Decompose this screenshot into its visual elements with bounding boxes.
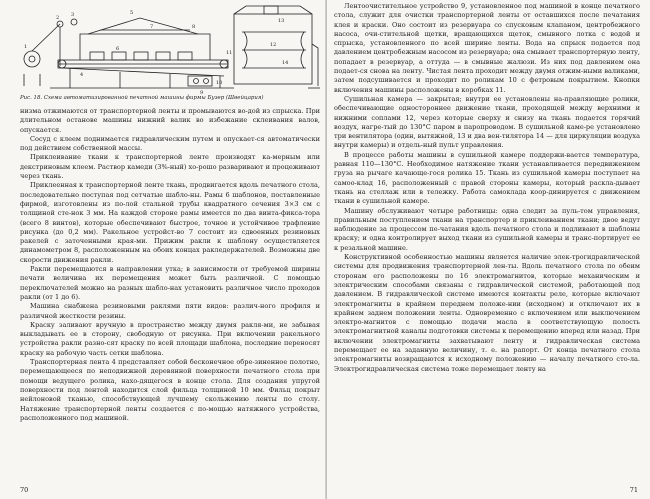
paragraph: Ракли перемещаются в направлении утка; в зависимости от требуемой ширины печати величина их перемещения может быть различной. С помощью переключателей можно на разных шабло-нах установить различное число проходов ракли (от 1 до 6). xyxy=(20,265,320,301)
paragraph: Приклеенная к транспортерной ленте ткань, продвигается вдоль печатного стола, последовательно поступая под сетчатые шабло-ны. Рамы 6 шаблонов, поставленные фирмой, изготовлены из по-лой стальной трубы квадратного сечения 3×3 см с толщиной сте-нок 3 мм. На каждой стороне рамы имеется по два винта-фикса-тора (всего 8 винтов), которые обеспечивают быстрое, точное и устойчивое трафление рисунка (до 0,2 мм). Ракельное устройст-во 7 состоит из сдвоенных резиновых ракелей с заточенными края-ми. Прижим ракли к шаблону осуществляется динамометром 8, расположенным на обоих концах ракледержателей. Возможны две скорости движения ракли. xyxy=(20,181,320,264)
figure-label: 7 xyxy=(150,24,154,30)
figure-caption: Рис. 18. Схема автоматизированной печатной машины фирмы Бузер (Швейцария) xyxy=(20,95,264,101)
figure-label: 5 xyxy=(130,10,134,16)
paragraph: Краску заливают вручную в пространство между двумя ракля-ми, не забывая выкладывать ее в сторону, свободную от рисунка. При включении ракельного устройства ракли разно-сят краску по всей площади шаблона, последние переносят краску на рабочую часть сетки шаблона. xyxy=(20,320,320,357)
figure-label: 14 xyxy=(282,60,289,66)
figure-label: 3 xyxy=(71,12,75,18)
paragraph: Сушильная камера — закрытая; внутри ее установлены на-правляющие ролики, обеспечивающие одностороннее движение ткани, проходящей между верхними и нижними соплами 12, через которые сверху и снизу на ткань подается горячий воздух, нагре-тый до 130°С паром в паропроводом. В сушильной каме-ре установлено три вентилятора (один, вытяжной, 13 и два вен-тилятора 14 — для циркуляции воздуха внутри камеры) и отдель-ный пульт управления. xyxy=(334,94,640,150)
paragraph: Приклеивание ткани к транспортерной ленте производят ка-мерным или декстриновым клеем. Раствор камеди (3%-ный) хо-рошо разваривают и процеживают через ткань. xyxy=(20,153,320,181)
left-page-body xyxy=(20,107,320,423)
machine-schematic-drawing xyxy=(20,4,320,94)
figure-label: 12 xyxy=(270,42,277,48)
figure-label: 9 xyxy=(200,90,204,94)
page-number: 70 xyxy=(20,486,29,494)
figure-label: 4 xyxy=(80,72,84,78)
page-number: 71 xyxy=(629,486,638,494)
figure-label: 11 xyxy=(226,50,233,56)
figure-label: 2 xyxy=(56,15,60,21)
paragraph: Машина снабжена резиновыми раклями пяти видов: различ-ного профиля и различной жесткости резины. xyxy=(20,302,320,320)
figure-label: 13 xyxy=(278,18,285,24)
paragraph: Машину обслуживают четыре работницы: одна следит за пуль-том управления, правильным поступлением ткани на транспортер и приклеиванием ткани; двое ведут наблюдение за процессом пе-чатания вдоль печатного стола и подливают в шаблоны краску; и одна контролирует выход ткани из сушильной камеры и транс-портирует ее к резальной машине. xyxy=(334,206,640,252)
right-page-body xyxy=(334,2,640,374)
paragraph: низма отжимаются от транспортерной ленты и промываются во-дой из спрыска. При длительном останове машины нижний валик во избежание склеивания валов, опускается. xyxy=(20,107,320,134)
paragraph: В процессе работы машины в сушильной камере поддержи-вается температура, равная 110—130°С. Необходимое натяжение ткани устанавливается передвижением груза на рычаге качающе-гося ролика 15. Ткань из сушильной камеры поступает на самоо-клад 16, расположенный с правой стороны камеры, который раскла-дывает ткань на стеллаж или в тележку. Работа самоклада коор-динируется с движением ткани в сушильной камере. xyxy=(334,150,640,206)
paragraph: Лентоочистительное устройство 9, установленное под машиной в конце печатного стола, служит для очистки транспортерной ленты от оставшихся после печатания клея и краски. Оно состоит из резервуара со спусковым клапаном, центробежного насоса, очи-стительной щетки, вращающихся щеток, смывного лотка с водой и спрыска, установленного по всей ширине ленты. Вода на спрыск подается под давлением центробежным насосом из резервуара; она смывает транспортерную ленту, попадает в резервуар, а оттуда — в смывные жалюзи. Из них под давлением она подает-ся снова на ленту. Чистая лента проходит между двумя отжим-ными валиками, затем подсушивается и проходит по роликам 10 с фетровым покрытием. Кнопки включения машины расположены в коробках 11. xyxy=(334,2,640,94)
machine-schematic-figure xyxy=(20,4,320,94)
right-page xyxy=(327,0,650,499)
figure-label: 10 xyxy=(216,80,223,86)
paragraph: Конструктивной особенностью машины является наличие элек-трогидравлической системы для продвижения транспортерной лен-ты. Вдоль печатного стола по обеим сторонам его расположены по 16 электромагнитов, которые механическим и электрическим способами связаны с гидравлической системой, работающей под давлением. В гидравлической системе имеются контакты реле, которые включают электромагниты в крайнем переднем положе-нии (исходном) и отключают их в крайнем заднем положении ленты. Одновременно с включением или выключением электро-магнитов с помощью подачи масла в соответствующую полость электромагнитной каналы подготовки системы к перемещению вперед или назад. При включении электромагниты захватывают ленту и гидравлическая система перемещает ее на заданную величину, т. е. на рапорт. От конца печатного стола электромагниты возвращаются к исходному положению — началу печатного сто-ла. Электрогидравлическая система тоже перемещает ленту на xyxy=(334,253,640,373)
figure-label: 1 xyxy=(24,44,28,50)
figure-label: 6 xyxy=(116,46,120,52)
paragraph: Сосуд с клеем поднимается гидравлическим путем и опускает-ся автоматически под действием собственной массы. xyxy=(20,134,320,153)
paragraph: Транспортерная лента 4 представляет собой бесконечное обре-зиненное полотно, перемещающееся по неподвижной деревянной поверхности печатного стола при помощи ведущего ролика, нахо-дящегося в конце стола. Для создания упругой поверхности под лентой находится слой фильца толщиной 10 мм. Фильц покрыт нейлоновой тканью, способствующей лучшему скольжению ленты по столу. Натяжение транспортерной ленты создается с по-мощью натяжного устройства, расположенного под машиной. xyxy=(20,358,320,422)
figure-label: 8 xyxy=(192,24,196,30)
